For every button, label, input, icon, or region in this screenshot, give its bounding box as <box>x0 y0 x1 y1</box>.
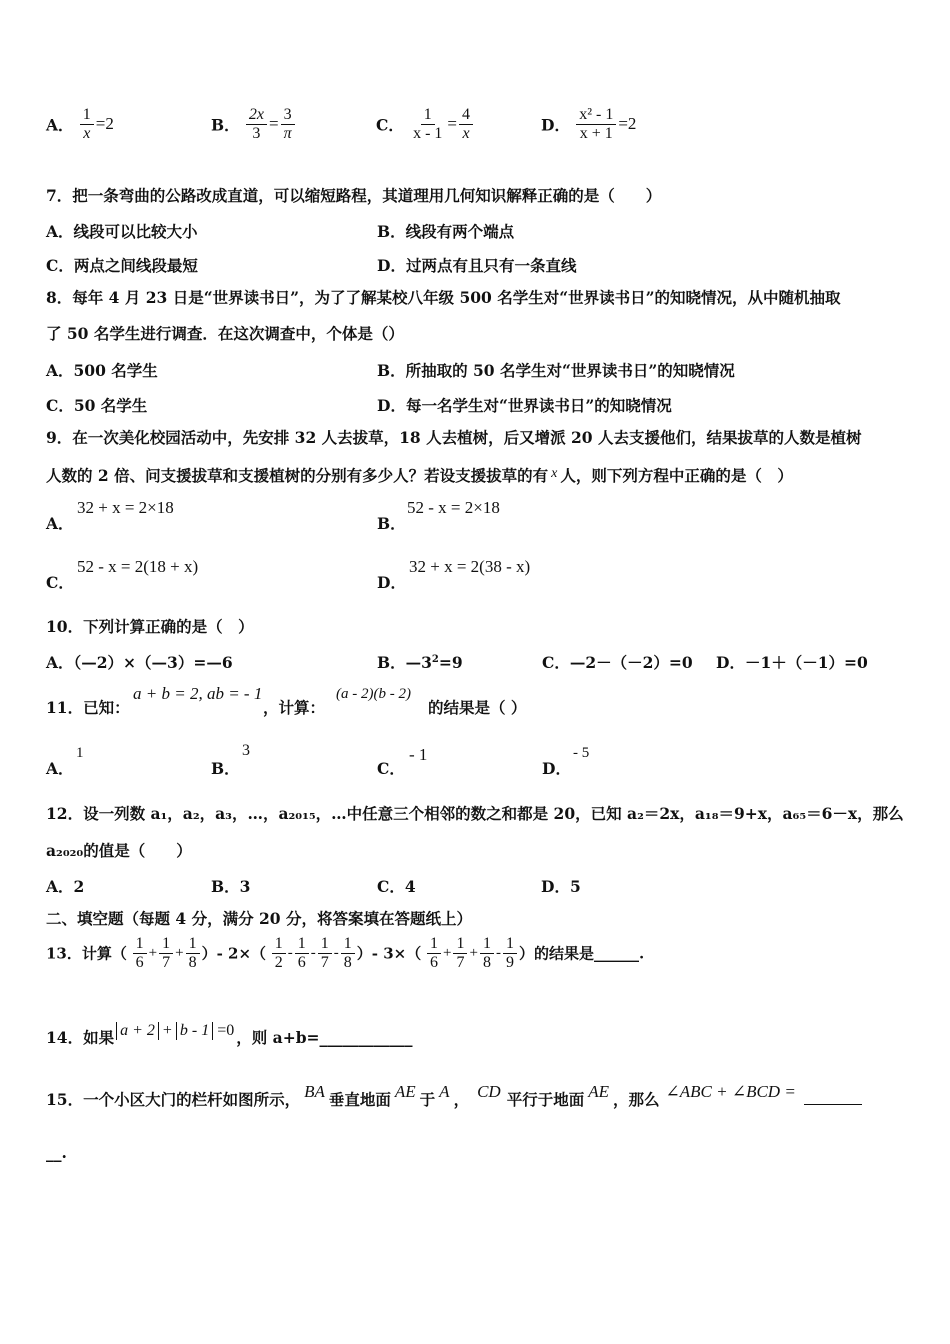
q8-stem-line1: 8．每年 4 月 23 日是“世界读书日”，为了了解某校八年级 500 名学生对“世界读书日”的知晓情况，从中随机抽取 <box>46 288 841 307</box>
q11-condition: a + b = 2, ab = - 1 <box>133 684 263 703</box>
q13-g3-frac-1: $\frac{1}{6}$ <box>427 936 441 971</box>
q15-answer-blank <box>804 1104 862 1105</box>
q12-option-a: A．2 <box>46 877 85 896</box>
q11-stem-label: 11．已知： <box>46 698 130 717</box>
q13-g2-frac-2: $\frac{1}{6}$ <box>295 936 309 971</box>
q6-b-fraction-left: $\frac{2x}{3}$ <box>246 107 267 142</box>
q9-option-c-label: C． <box>46 573 74 592</box>
q13-g3-frac-2: $\frac{1}{7}$ <box>453 936 467 971</box>
q6-a-label: A． <box>46 115 74 135</box>
q11-option-c-label: C． <box>377 759 405 778</box>
q6-d-fraction: $\frac{\text{x² - 1}}{x + 1}$ <box>576 107 616 142</box>
q15-ae: AE <box>394 1082 416 1101</box>
q7-option-d: D．过两点有且只有一条直线 <box>377 256 577 275</box>
section-2-heading: 二、填空题（每题 4 分，满分 20 分，将答案填在答题纸上） <box>46 909 472 928</box>
q10-option-a: A．（—2）×（—3）=—6 <box>46 653 233 672</box>
q11-expression: (a - 2)(b - 2) <box>336 686 411 702</box>
q14-answer-blank: ，则 a+b=____________ <box>236 1028 413 1047</box>
q15-ba: BA <box>304 1082 325 1101</box>
q9-option-a-equation: 32 + x = 2×18 <box>77 498 174 517</box>
q8-option-b: B．所抽取的 50 名学生对“世界读书日”的知晓情况 <box>377 361 735 380</box>
q11-option-a-value: 1 <box>76 745 84 761</box>
q6-c-fraction-left: $\frac{1}{x - 1}$ <box>413 106 443 142</box>
q10-stem: 10．下列计算正确的是（ ） <box>46 617 254 636</box>
q6-option-d: D． $\frac{\text{x² - 1}}{x + 1}$ =2 <box>541 106 637 142</box>
q11-option-d-value: - 5 <box>573 745 590 761</box>
q14-abs-a: a + 2 <box>116 1022 159 1040</box>
q15-a: A <box>439 1082 450 1101</box>
q13-g3-frac-4: $\frac{1}{9}$ <box>503 936 517 971</box>
q11-option-b-label: B． <box>211 759 240 778</box>
q11-option-a-label: A． <box>46 759 74 778</box>
q12-stem-line1: 12．设一列数 a₁，a₂，a₃，…，a₂₀₁₅，…中任意三个相邻的数之和都是 20，已知 a₂＝2x，a₁₈＝9+x，a₆₅＝6－x，那么 <box>46 804 904 823</box>
q11-option-c-value: - 1 <box>409 745 428 764</box>
q8-option-c: C．50 名学生 <box>46 396 148 415</box>
q9-option-b-equation: 52 - x = 2×18 <box>407 498 500 517</box>
q9-stem-line1: 9．在一次美化校园活动中，先安排 32 人去拔草，18 人去植树，后又增派 20 人去支援他们，结果拔草的人数是植树 <box>46 428 862 447</box>
q8-stem-line2: 了 50 名学生进行调查．在这次调查中，个体是（） <box>46 324 404 343</box>
q14-line: 14．如果 a + 2 + b - 1 =0 ，则 a+b=____________ <box>46 1022 413 1047</box>
q7-option-a: A．线段可以比较大小 <box>46 222 198 241</box>
q13-g2-frac-1: $\frac{1}{2}$ <box>272 936 286 971</box>
q12-option-b: B．3 <box>211 877 251 896</box>
q6-b-fraction-right: $\frac{3}{\pi}$ <box>281 107 295 142</box>
q11-stem-compute: ，计算： <box>263 698 326 717</box>
q13-g2-frac-4: $\frac{1}{8}$ <box>341 936 355 971</box>
q15-ae2: AE <box>588 1082 609 1101</box>
q13-line: 13．计算（ $\frac{1}{6}$ + $\frac{1}{7}$ + $\frac{1}{8}$ ）- 2×（ $\frac{1}{2}$ - $\frac{1}{6}$ - $\frac{1}{7}$ - $\frac{1}{8}$ ）- 3×（ $\frac{1}{6}$ + $\frac{1}{7}$ + $\frac{1}{8}$ - $\frac{1}{9}$ ）的结果是______. <box>46 935 645 971</box>
q15-angle-sum: ∠ABC + ∠BCD = <box>665 1082 796 1101</box>
q7-option-b: B．线段有两个端点 <box>377 222 515 241</box>
q10-option-b: B．$—3^2=9$ <box>377 653 463 672</box>
q9-option-a-label: A． <box>46 514 74 533</box>
q9-variable: x <box>551 466 558 481</box>
q13-g1-frac-2: $\frac{1}{7}$ <box>159 936 173 971</box>
q13-g3-frac-3: $\frac{1}{8}$ <box>480 936 494 971</box>
q13-g1-frac-1: $\frac{1}{6}$ <box>133 936 147 971</box>
q13-g2-frac-3: $\frac{1}{7}$ <box>318 936 332 971</box>
q8-option-a: A．500 名学生 <box>46 361 158 380</box>
q6-option-b: B． $\frac{2x}{3}$ = $\frac{3}{\pi}$ <box>211 107 297 142</box>
q13-answer-blank: ）的结果是______. <box>518 944 645 963</box>
q12-option-c: C．4 <box>377 877 416 896</box>
q6-option-c: C． $\frac{1}{x - 1}$ = $\frac{4}{x}$ <box>376 107 475 142</box>
q13-g1-frac-3: $\frac{1}{8}$ <box>186 936 200 971</box>
q12-stem-line2: a₂₀₂₀的值是（ ） <box>46 841 192 860</box>
q6-a-fraction: $\frac{1}{x}$ <box>80 107 94 142</box>
q12-option-d: D．5 <box>541 877 581 896</box>
q14-abs-b: b - 1 <box>176 1022 213 1040</box>
q10-option-c: C．—2－（－2）=0 <box>542 653 693 672</box>
q7-option-c: C．两点之间线段最短 <box>46 256 198 275</box>
q10-option-d: D．－1＋（－1）=0 <box>716 653 868 672</box>
q11-option-b-value: 3 <box>242 742 250 759</box>
q8-option-d: D．每一名学生对“世界读书日”的知晓情况 <box>377 396 672 415</box>
q6-c-fraction-right: $\frac{4}{x}$ <box>459 107 473 142</box>
q15-cd: CD <box>477 1082 501 1101</box>
q6-option-a: A． $\frac{1}{x}$ =2 <box>46 106 114 142</box>
q9-option-c-equation: 52 - x = 2(18 + x) <box>77 557 199 576</box>
q9-stem-line2: 人数的 2 倍、问支援拔草和支援植树的分别有多少人？若设支援拔草的有 x 人，则下列方程中正确的是（ ） <box>46 466 793 485</box>
q9-option-b-label: B． <box>377 514 406 533</box>
q7-stem: 7．把一条弯曲的公路改成直道，可以缩短路程，其道理用几何知识解释正确的是（ ） <box>46 186 662 205</box>
q11-option-d-label: D． <box>542 759 571 778</box>
q15-line-end: __. <box>46 1143 67 1162</box>
q15-line: 15．一个小区大门的栏杆如图所示， BA 垂直地面 AE 于 A ， CD 平行于地面 AE ，那么 ∠ABC + ∠BCD = <box>46 1082 862 1110</box>
q9-option-d-equation: 32 + x = 2(38 - x) <box>409 557 531 576</box>
q11-stem-result: 的结果是（ ） <box>428 698 527 717</box>
q9-option-d-label: D． <box>377 573 406 592</box>
